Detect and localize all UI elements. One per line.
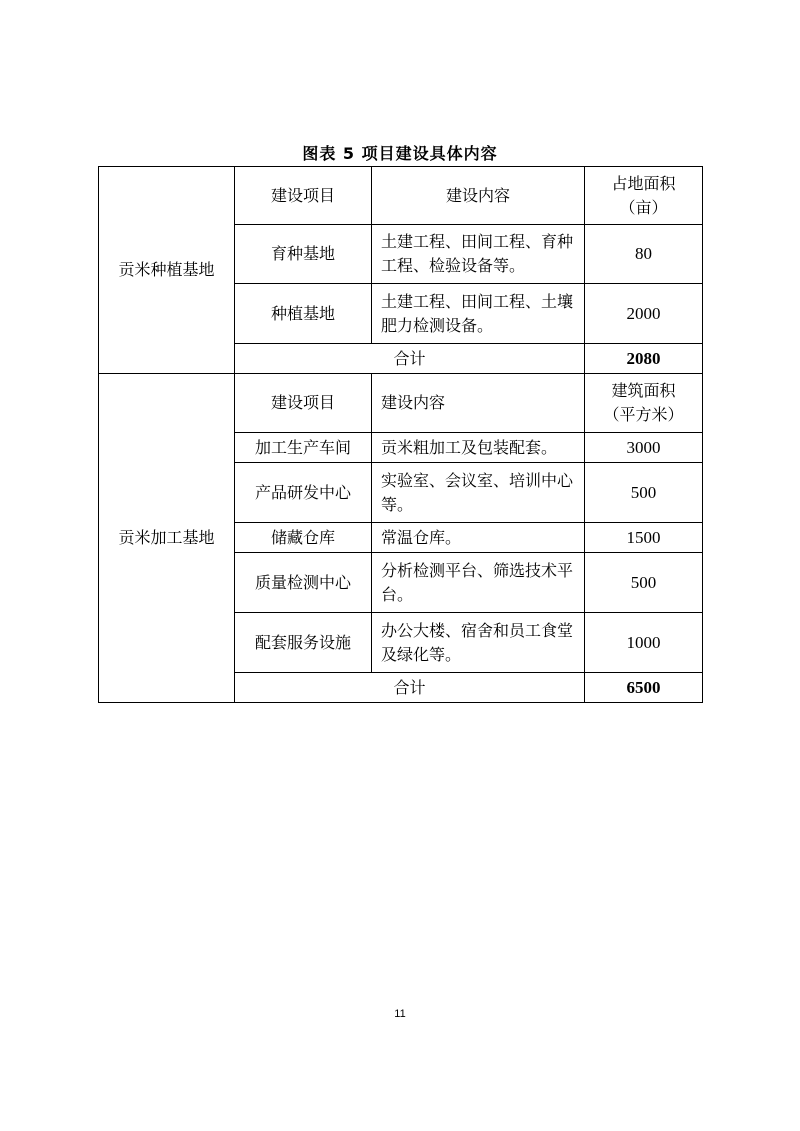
planting-header-row [99,167,703,225]
row-content: 办公大楼、宿舍和员工食堂及绿化等。 [372,613,585,673]
row-item: 配套服务设施 [235,613,372,673]
row-content: 土建工程、田间工程、育种工程、检验设备等。 [372,225,585,284]
processing-header-row [99,374,703,433]
row-content: 分析检测平台、筛选技术平台。 [372,553,585,613]
row-item: 产品研发中心 [235,463,372,523]
row-item: 加工生产车间 [235,433,372,463]
table-caption: 图表 5 项目建设具体内容 [302,144,498,163]
page-number: 11 [394,1008,406,1020]
processing-base-name: 贡米加工基地 [99,374,235,703]
planting-base-name: 贡米种植基地 [99,167,235,374]
planting-header-item: 建设项目 [235,167,372,225]
processing-total-value: 6500 [585,673,703,703]
processing-header-content: 建设内容 [372,374,585,433]
row-area: 3000 [585,433,703,463]
processing-header-item: 建设项目 [235,374,372,433]
processing-total-label: 合计 [235,673,585,703]
row-area: 1500 [585,523,703,553]
planting-total-label: 合计 [235,344,585,374]
row-area: 500 [585,553,703,613]
planting-total-value: 2080 [585,344,703,374]
row-content: 贡米粗加工及包装配套。 [372,433,585,463]
row-area: 500 [585,463,703,523]
row-content: 实验室、会议室、培训中心等。 [372,463,585,523]
row-area: 2000 [585,284,703,344]
planting-header-content: 建设内容 [372,167,585,225]
row-area: 80 [585,225,703,284]
row-item: 储藏仓库 [235,523,372,553]
row-item: 育种基地 [235,225,372,284]
row-content: 土建工程、田间工程、土壤肥力检测设备。 [372,284,585,344]
row-item: 种植基地 [235,284,372,344]
row-area: 1000 [585,613,703,673]
processing-header-area: 建筑面积（平方米） [585,374,703,433]
planting-header-area: 占地面积（亩） [585,167,703,225]
row-item: 质量检测中心 [235,553,372,613]
row-content: 常温仓库。 [372,523,585,553]
construction-content-table [98,166,703,703]
